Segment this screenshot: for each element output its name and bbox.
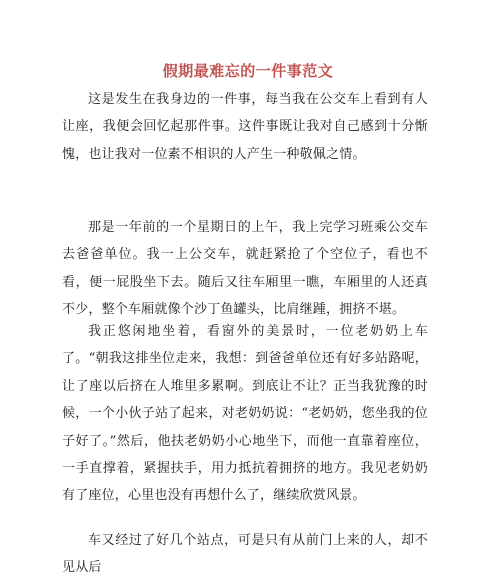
document-title: 假期最难忘的一件事范文 (162, 62, 334, 80)
paragraph-2: 那是一年前的一个星期日的上午，我上完学习班乘公交车去爸爸单位。我一上公交车，就赶紧抢了个空位子，看也不看，便一屁股坐下去。随后又往车厢里一瞧，车厢里的人还真不少，整个车厢就像个沙丁鱼罐头，比肩继踵，拥挤不堪。 (62, 220, 428, 318)
paragraph-4: 车又经过了好几个站点，可是只有从前门上来的人，却不见从后 (62, 533, 428, 576)
paragraph-3: 我正悠闲地坐着，看窗外的美景时，一位老奶奶上车了。“朝我这排坐位走来，我想：到爸爸单位还有好多站路呢，让了座以后挤在人堆里多累啊。到底让不让？正当我犹豫的时候，一个小伙子站了起来，对老奶奶说：“老奶奶，您坐我的位子好了。”然后，他扶老奶奶小心地坐下，而他一直靠着座位，一手直撑着，紧握扶手，用力抵抗着拥挤的地方。我见老奶奶有了座位，心里也没有再想什么了，继续欣赏风景。 (62, 324, 428, 504)
paragraph-1: 这是发生在我身边的一件事，每当我在公交车上看到有人让座，我便会回忆起那件事。这件事既让我对自己感到十分惭愧，也让我对一位素不相识的人产生一种敬佩之情。 (62, 92, 428, 162)
